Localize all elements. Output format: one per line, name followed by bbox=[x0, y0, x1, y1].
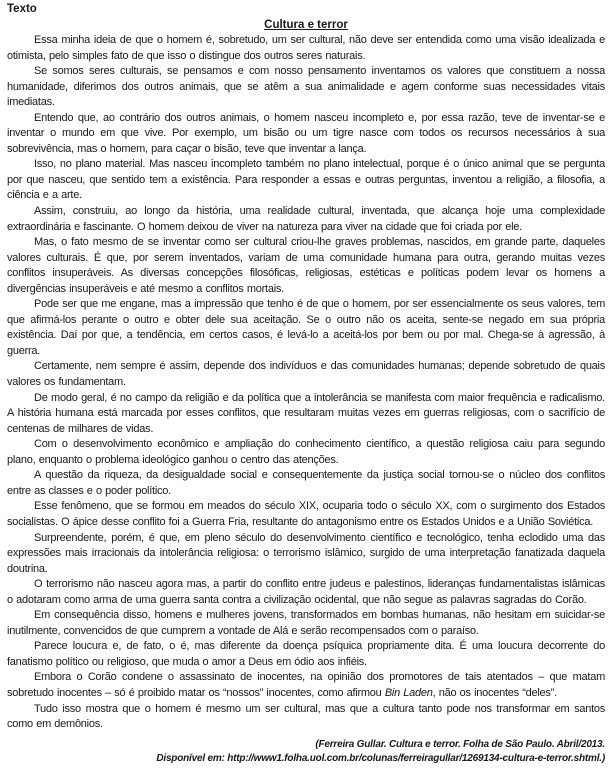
paragraph: O terrorismo não nasceu agora mas, a partir do conflito entre judeus e palestinos, lideranças fundamentalistas islâmicas o adotaram como arma de uma guerra santa contra a civilização ocidental, que não segue as palavras sagradas do Corão. bbox=[7, 578, 605, 606]
paragraph: De modo geral, é no campo da religião e da política que a intolerância se manifesta com maior frequência e radicalismo. A história humana está marcada por esses conflitos, que resultaram muitas vezes em guerras religiosas, com o sacrifício de centenas de milhares de vidas. bbox=[7, 391, 605, 435]
paragraph: Isso, no plano material. Mas nasceu incompleto também no plano intelectual, porque é o único animal que se pergunta por que nasceu, que sentido tem a existência. Para responder a essas e outras perguntas, inventou a religião, a filosofia, a ciência e a arte. bbox=[7, 158, 605, 202]
paragraph: Com o desenvolvimento econômico e ampliação do conhecimento científico, a questão religiosa caiu para segundo plano, enquanto o problema ideológico ganhou o centro das atenções. bbox=[7, 438, 605, 466]
paragraph-text: Embora o Corão condene o assassinato de inocentes, na opinião dos promotores de tais atentados – que matam sobretudo inocentes – só é proibido matar os “nossos” inocentes, como afirmou bbox=[7, 671, 605, 699]
article-title-wrapper bbox=[7, 18, 605, 32]
paragraph: Assim, construiu, ao longo da história, uma realidade cultural, inventada, que alcança hoje uma complexidade extraordinária e fascinante. O homem deixou de viver na natureza para viver na cidade que foi criada por ele. bbox=[7, 205, 605, 233]
paragraph: Esse fenômeno, que se formou em meados do século XIX, ocuparia todo o século XX, com o surgimento dos Estados socialistas. O ápice desse conflito foi a Guerra Fria, resultante do antagonismo entre os Estados Unidos e a União Soviética. bbox=[7, 500, 605, 528]
article-title: Cultura e terror bbox=[264, 19, 348, 31]
paragraph: Essa minha ideia de que o homem é, sobretudo, um ser cultural, não deve ser entendida como uma visão idealizada e otimista, pelo simples fato de que isso o distingue dos outros seres naturais. bbox=[7, 34, 605, 62]
paragraph: Certamente, nem sempre é assim, depende dos indivíduos e das comunidades humanas; depende sobretudo de quais valores os fundamentam. bbox=[7, 360, 605, 389]
paragraph: Em consequência disso, homens e mulheres jovens, transformados em bombas humanas, não hesitam em suicidar-se inutilmente, convencidos de que cumprem a vontade de Alá e serão recompensados com o paraíso. bbox=[7, 609, 605, 637]
source-line-1: (Ferreira Gullar. Cultura e terror. Folha de São Paulo. Abril/2013. bbox=[315, 738, 605, 750]
paragraph: Entendo que, ao contrário dos outros animais, o homem nasceu incompleto e, por essa razão, teve de inventar-se e inventar o mundo em que vive. Por exemplo, um bisão ou um tigre nasce com todos os recursos necessários à sua sobrevivência, mas o homem, para caçar o bisão, teve que inventar a lança. bbox=[7, 111, 605, 155]
paragraph: A questão da riqueza, da desigualdade social e consequentemente da justiça social tornou-se o núcleo dos conflitos entre as classes e o poder político. bbox=[7, 469, 605, 497]
paragraph: Se somos seres culturais, se pensamos e com nosso pensamento inventamos os valores que constituem a nossa humanidade, diferimos dos outros animais, que se atêm a sua animalidade e agem conforme suas necessidades vitais imediatas. bbox=[7, 65, 605, 109]
paragraph-text: , não os inocentes “deles”. bbox=[432, 686, 557, 699]
article-body bbox=[7, 33, 605, 733]
paragraph: Pode ser que me engane, mas a impressão que tenho é de que o homem, por ser essencialmente os seus valores, tem que afirmá-los perante o outro e obter dele sua aceitação. Se o outro não os aceita, sente-se negado em sua própria existência. Daí por que, a tendência, em certos casos, é levá-lo a aceitá-los por bem ou por mal. Chega-se à agressão, à guerra. bbox=[7, 298, 605, 357]
paragraph: Surpreendente, porém, é que, em pleno século do desenvolvimento científico e tecnológico, tenha eclodido uma das expressões mais irracionais da intolerância religiosa: o terrorismo islâmico, surgido de uma interpretação fanatizada daquela doutrina. bbox=[7, 531, 605, 575]
paragraph-italic-name: Bin Laden bbox=[384, 686, 433, 699]
paragraph: Parece loucura e, de fato, o é, mas diferente da doença psíquica propriamente dita. É uma loucura decorrente do fanatismo político ou religioso, que muda o amor a Deus em ódio aos infiéis. bbox=[7, 640, 605, 668]
paragraph bbox=[7, 670, 605, 701]
source-line-2: Disponível em: http://www1.folha.uol.com.br/colunas/ferreiragullar/1269134-cultura-e-terror.shtml.) bbox=[156, 752, 605, 764]
section-label: Texto bbox=[7, 3, 37, 15]
paragraph: Tudo isso mostra que o homem é mesmo um ser cultural, mas que a cultura tanto pode nos transformar em santos como em demônios. bbox=[7, 702, 605, 731]
paragraph: Mas, o fato mesmo de se inventar como ser cultural criou-lhe graves problemas, nascidos, em grande parte, daqueles valores culturais. É que, por serem inventados, variam de uma comunidade humana para outra, gerando muitas vezes conflitos insuperáveis. As diversas concepções filosóficas, religiosas, estéticas e políticas podem levar os homens a divergências insuperáveis e até mesmo a conflitos mortais. bbox=[7, 236, 605, 295]
source-citation bbox=[7, 738, 605, 766]
